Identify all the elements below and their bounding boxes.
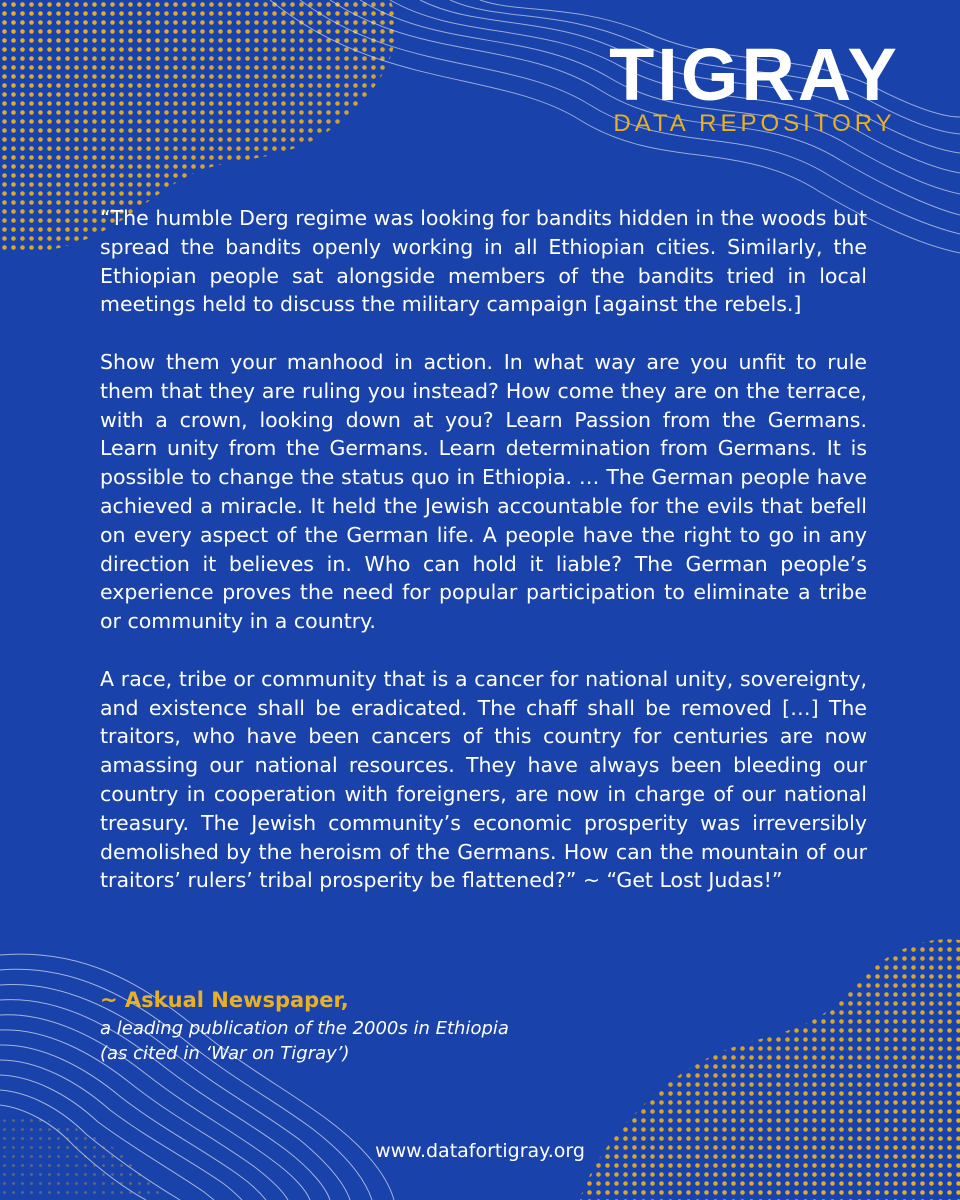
quote-paragraph-3: A race, tribe or community that is a cancer for national unity, sovereignty, and existence shall be eradicated. The chaff shall be removed […] The traitors, who have been cancers of this country for centuries are now amassing our national resources. They have always been bleeding our country in cooperation with foreigners, are now in charge of our national treasury. The Jewish community’s economic prosperity was irreversibly demolished by the heroism of the Germans. How can the mountain of our traitors’ rulers’ tribal prosperity be flattened?” ~ “Get Lost Judas!” — [100, 666, 867, 893]
brand-logo — [587, 33, 922, 138]
source-description-line-1: a leading publication of the 2000s in Ethiopia — [100, 1018, 509, 1039]
source-name: ~ Askual Newspaper, — [100, 988, 349, 1012]
quote-paragraph-1: “The humble Derg regime was looking for bandits hidden in the woods but spread the bandits openly working in all Ethiopian cities. Similarly, the Ethiopian people sat alongside members of the bandits tried in local meetings held to discuss the military campaign [against the rebels.] — [100, 206, 867, 317]
website-link[interactable]: www.datafortigray.org — [375, 1140, 585, 1162]
quote-block — [100, 204, 867, 924]
source-description — [100, 1016, 509, 1066]
brand-subtitle: DATA REPOSITORY — [613, 110, 896, 137]
quote-paragraph-2: Show them your manhood in action. In what way are you unfit to rule them that they are ruling you instead? How come they are on the terrace, with a crown, looking down at you? Learn Passion from the Germans. Learn unity from the Germans. Learn determination from Germans. It is possible to change the status quo in Ethiopia. … The German people have achieved a miracle. It held the Jewish accountable for the evils that befell on every aspect of the German life. A people have the right to go in any direction it believes in. Who can hold it liable? The German people’s experience proves the need for popular participation to eliminate a tribe or community in a country. — [100, 349, 867, 634]
source-description-line-2: (as cited in ‘War on Tigray’) — [100, 1043, 350, 1064]
brand-name: TIGRAY — [609, 33, 900, 116]
